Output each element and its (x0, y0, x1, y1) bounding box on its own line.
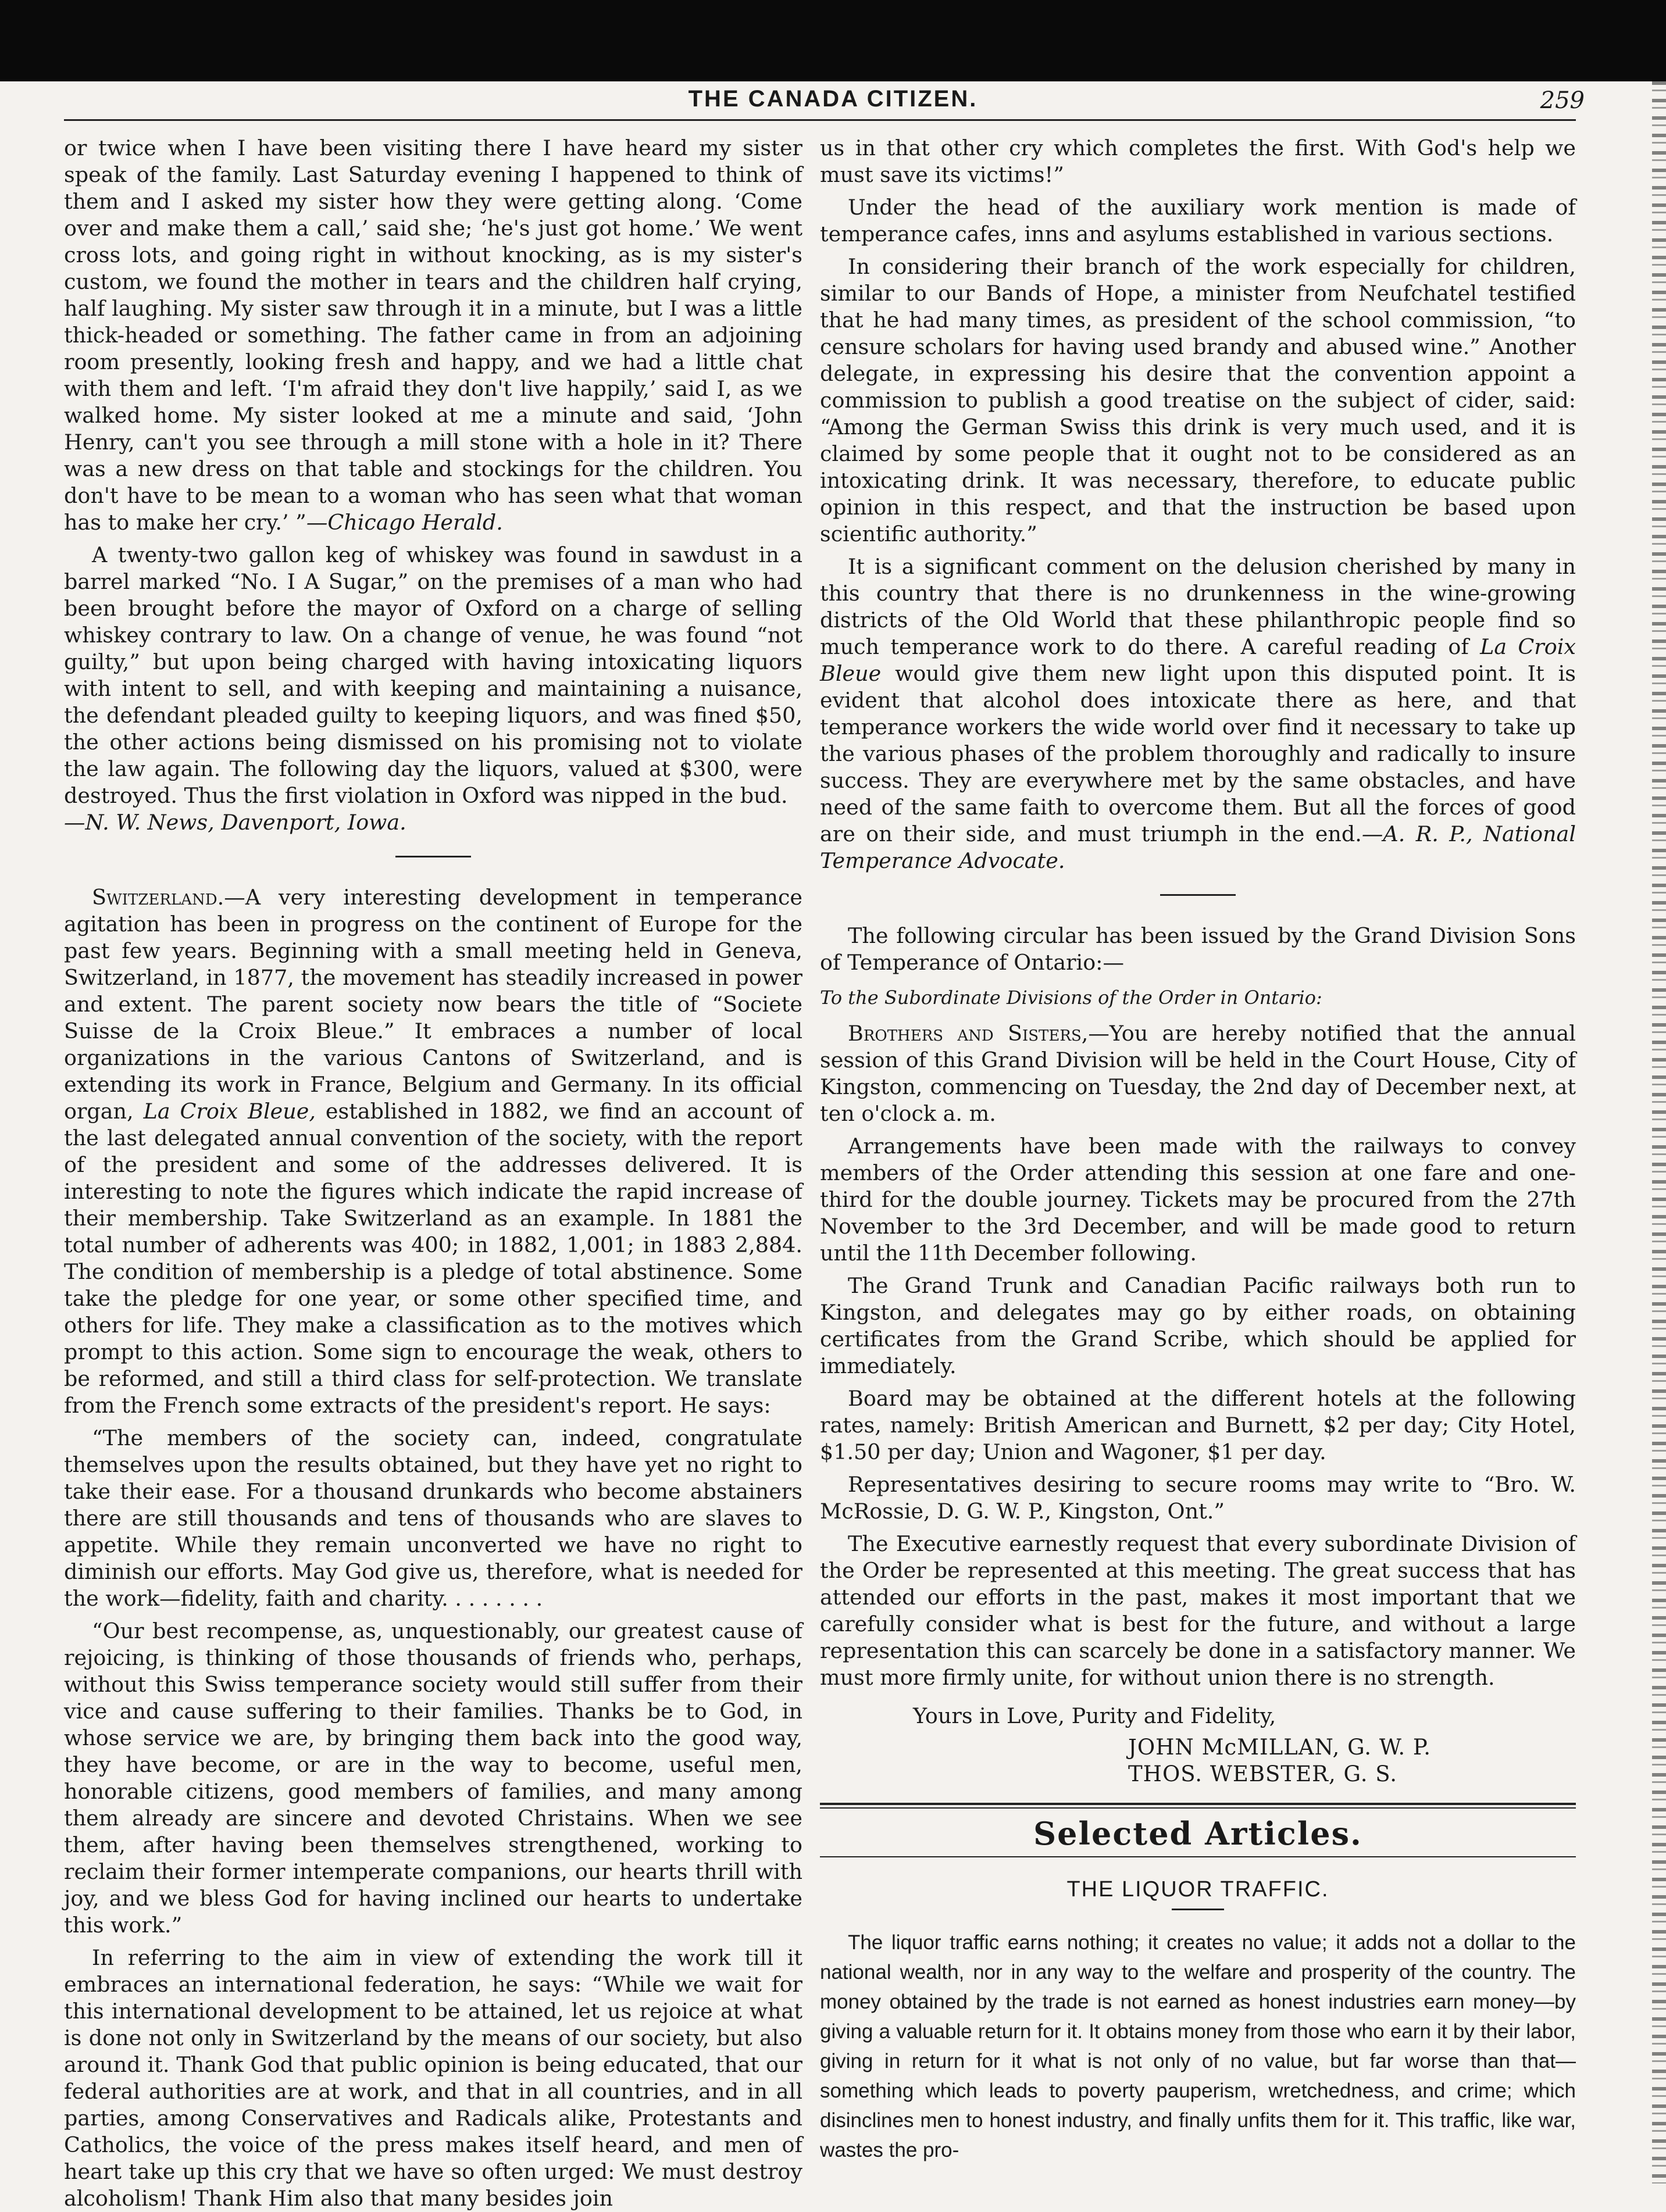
section-rule (820, 1856, 1576, 1857)
paragraph: Under the head of the auxiliary work mention is made of temperance cafes, inns and asylums established in various sections. (820, 195, 1576, 246)
paragraph: In considering their branch of the work especially for children, similar to our Bands of Hope, a minister from Neufchatel testified that he had many times, as president of the school commission, “to censure scholars for having used brandy and abused wine.” Another delegate, in expressing his desire that the convention appoint a commission to publish a good treatise on the subject of cider, said: “Among the German Swiss this drink is very much used, and it is claimed by some people that it ought not to be considered as an intoxicating drink. It was necessary, therefore, to educate public opinion in this respect, and that the instruction be based upon scientific authority.” (820, 254, 1576, 546)
circular-heading: To the Subordinate Divisions of the Order in Ontario: (820, 987, 1322, 1009)
paragraph-text: A twenty-two gallon keg of whiskey was found in sawdust in a barrel marked “No. I A Sugar,” on the premises of a man who had been brought before the mayor of Oxford on a charge of selling whiskey contrary to law. On a change of venue, he was found “not guilty,” but upon being charged with having intoxicating liquors with intent to sell, and with keeping and maintaining a nuisance, the defendant pleaded guilty to keeping liquors, and was fined $50, the other actions being dismissed on his promising not to violate the law again. The following day the liquors, valued at $300, were destroyed. Thus the first violation in Oxford was nipped in the bud. (64, 542, 802, 808)
paragraph: Board may be obtained at the different hotels at the following rates, namely: British American and Burnett, $2 per day; City Hotel, $1.50 per day; Union and Wagoner, $1 per day. (820, 1386, 1576, 1464)
paragraph: Arrangements have been made with the railways to convey members of the Order attending this session at one fare and one-third for the double journey. Tickets may be procured from the 27th November to the 3rd December, and will be made good to return until the 11th December following. (820, 1134, 1576, 1266)
running-header (0, 86, 1666, 119)
left-column (64, 135, 802, 2211)
paragraph (64, 884, 802, 1419)
right-column (820, 135, 1576, 2161)
paragraph: “Our best recompense, as, unquestionably, our greatest cause of rejoicing, is thinking of those thousands of friends who, perhaps, without this Swiss temperance society would still suffer from their vice and cause suffering to their families. Thanks be to God, in whose service we are, by bringing them back into the good way, they have become, or are in the way to become, useful men, honorable citizens, good members of families, and many among them already are sincere and devoted Christains. When we see them, after having been themselves strengthened, working to reclaim their former intemperate companions, our hearts thrill with joy, and we bless God for having inclined our hearts to undertake this work.” (64, 1618, 802, 1938)
lead-in: Switzerland. (92, 885, 224, 910)
section-heading: Selected Articles. (1033, 1815, 1362, 1852)
paragraph-text: —You are hereby notified that the annual session of this Grand Division will be held in the Court House, City of Kingston, commencing on Tuesday, the 2nd day of December next, at ten o'clock a. m. (820, 1021, 1576, 1126)
paragraph (820, 553, 1576, 874)
paragraph-text: would give them new light upon this disputed point. It is evident that alcohol does intoxicate there as here, and that temperance workers the wide world over find it necessary to take up the various phases of the problem thoroughly and radically to insure success. They are everywhere met by the same obstacles, and have need of the same faith to overcome them. But all the forces of good are on their side, and must triumph in the end. (820, 661, 1576, 846)
paragraph: The Executive earnestly request that every subordinate Division of the Order be represented at this meeting. The great success that has attended our efforts in the past, makes it most important that we carefully consider what is best for the future, and without a large representation this can scarcely be done in a satisfactory manner. We must more firmly unite, for without union there is no strength. (820, 1531, 1576, 1690)
circular-intro: The following circular has been issued by the Grand Division Sons of Temperance of Ontario:— (820, 923, 1576, 975)
scan-top-border (0, 0, 1666, 81)
paragraph: “The members of the society can, indeed, congratulate themselves upon the results obtained, but they have yet no right to take their ease. For a thousand drunkards who become abstainers there are still thousands and tens of thousands who are slaves to appetite. While they remain unconverted we have no right to diminish our efforts. May God give us, therefore, what is needed for the work—fidelity, faith and charity. . . . . . . . (64, 1425, 802, 1611)
source-credit: —A. R. P., National Temperance Advocate. (820, 821, 1576, 873)
paragraph-text: or twice when I have been visiting there I have heard my sister speak of the family. Last Saturday evening I happened to think of them and I asked my sister how they were getting along. ‘Come over and make them a call,’ said she; ‘he's just got home.’ We went cross lots, and going right in without knocking, as is my sister's custom, we found the mother in tears and the children half crying, half laughing. My sister saw through it in a minute, but I was a little thick-headed or something. The father came in from an adjoining room presently, looking fresh and happy, and we had a little chat with them and left. ‘I'm afraid they don't live happily,’ said I, as we walked home. My sister looked at me a minute and said, ‘John Henry, can't you see through a mill stone with a hole in it? There was a new dress on that table and stockings for the children. You don't have to be mean to a woman who has seen what that woman has to make her cry.’ ” (64, 135, 802, 535)
paragraph-text: established in 1882, we find an account of the last delegated annual convention of the society, with the report of the president and some of the addresses delivered. It is interesting to note the figures which indicate the rapid increase of their membership. Take Switzerland as an example. In 1881 the total number of adherents was 400; in 1882, 1,001; in 1883 2,884. The condition of membership is a pledge of total abstinence. Some take the pledge for one year, or some other specified time, and others for life. They make a classification as to the motives which prompt to this action. Some sign to encourage the weak, others to be reformed, and still a third class for self-protection. We translate from the French some extracts of the president's report. He says: (64, 1099, 802, 1418)
scan-right-edge (1652, 81, 1666, 2184)
paragraph-text: —A very interesting development in temperance agitation has been in progress on the continent of Europe for the past few years. Beginning with a small meeting held in Geneva, Switzerland, in 1877, the movement has steadily increased in power and extent. The parent society now bears the title of “Societe Suisse de la Croix Bleue.” It embraces a number of local organizations in the various Cantons of Switzerland, and is extending its work in France, Belgium and Germany. In its official organ, (64, 885, 802, 1124)
paragraph: The liquor traffic earns nothing; it creates no value; it adds not a dollar to the national wealth, nor in any way to the welfare and prosperity of the country. The money obtained by the trade is not earned as honest industries earn money—by giving a valuable return for it. It obtains money from those who earn it by their labor, giving in return for it what is not only of no value, but far worse than that—something which leads to poverty pauperism, wretchedness, and crime; which disinclines men to honest industry, and finally unfits them for it. This traffic, like war, wastes the pro- (820, 1931, 1576, 2161)
paragraph-text: It is a significant comment on the delusion cherished by many in this country that there is no drunkenness in the wine-growing districts of the Old World that these philanthropic people find so much temperance work to do there. A careful reading of (820, 554, 1576, 659)
article-body (820, 1928, 1576, 2165)
header-rule (64, 119, 1576, 121)
italic-title: La Croix Bleue (820, 634, 1576, 686)
page-number: 259 (1540, 87, 1585, 114)
source-credit: —N. W. News, Davenport, Iowa. (64, 810, 406, 835)
title-divider (1172, 1909, 1224, 1910)
paragraph: us in that other cry which completes the first. With God's help we must save its victims!” (820, 135, 1576, 187)
source-credit: —Chicago Herald. (306, 510, 503, 535)
double-rule (820, 1803, 1576, 1809)
signature: JOHN McMILLAN, G. W. P. (1128, 1735, 1432, 1760)
paragraph (64, 542, 802, 836)
section-divider (395, 856, 471, 857)
page-title: THE CANADA CITIZEN. (688, 86, 978, 112)
paragraph: The Grand Trunk and Canadian Pacific railways both run to Kingston, and delegates may go by either roads, on obtaining certificates from the Grand Scribe, which should be applied for immediately. (820, 1273, 1576, 1378)
section-divider (1160, 894, 1236, 896)
article-title: THE LIQUOR TRAFFIC. (1066, 1877, 1329, 1902)
paragraph: In referring to the aim in view of extending the work till it embraces an international federation, he says: “While we wait for this international development to be attained, let us rejoice at what is done not only in Switzerland by the means of our society, but also around it. Thank God that public opinion is being educated, that our federal authorities are at work, and that in all countries, and in all parties, among Conservatives and Radicals alike, Protestants and Catholics, the voice of the press makes itself heard, and men of heart take up this cry that we have so often urged: We must destroy alcoholism! Thank Him also that many besides join (64, 1945, 802, 2211)
paragraph: Representatives desiring to secure rooms may write to “Bro. W. McRossie, D. G. W. P., Kingston, Ont.” (820, 1472, 1576, 1524)
signature: THOS. WEBSTER, G. S. (1128, 1761, 1398, 1786)
paragraph (64, 135, 802, 536)
italic-title: La Croix Bleue, (143, 1099, 316, 1124)
closing-line: Yours in Love, Purity and Fidelity, (913, 1703, 1276, 1728)
lead-in: Brothers and Sisters, (848, 1021, 1089, 1046)
paragraph (820, 1020, 1576, 1127)
